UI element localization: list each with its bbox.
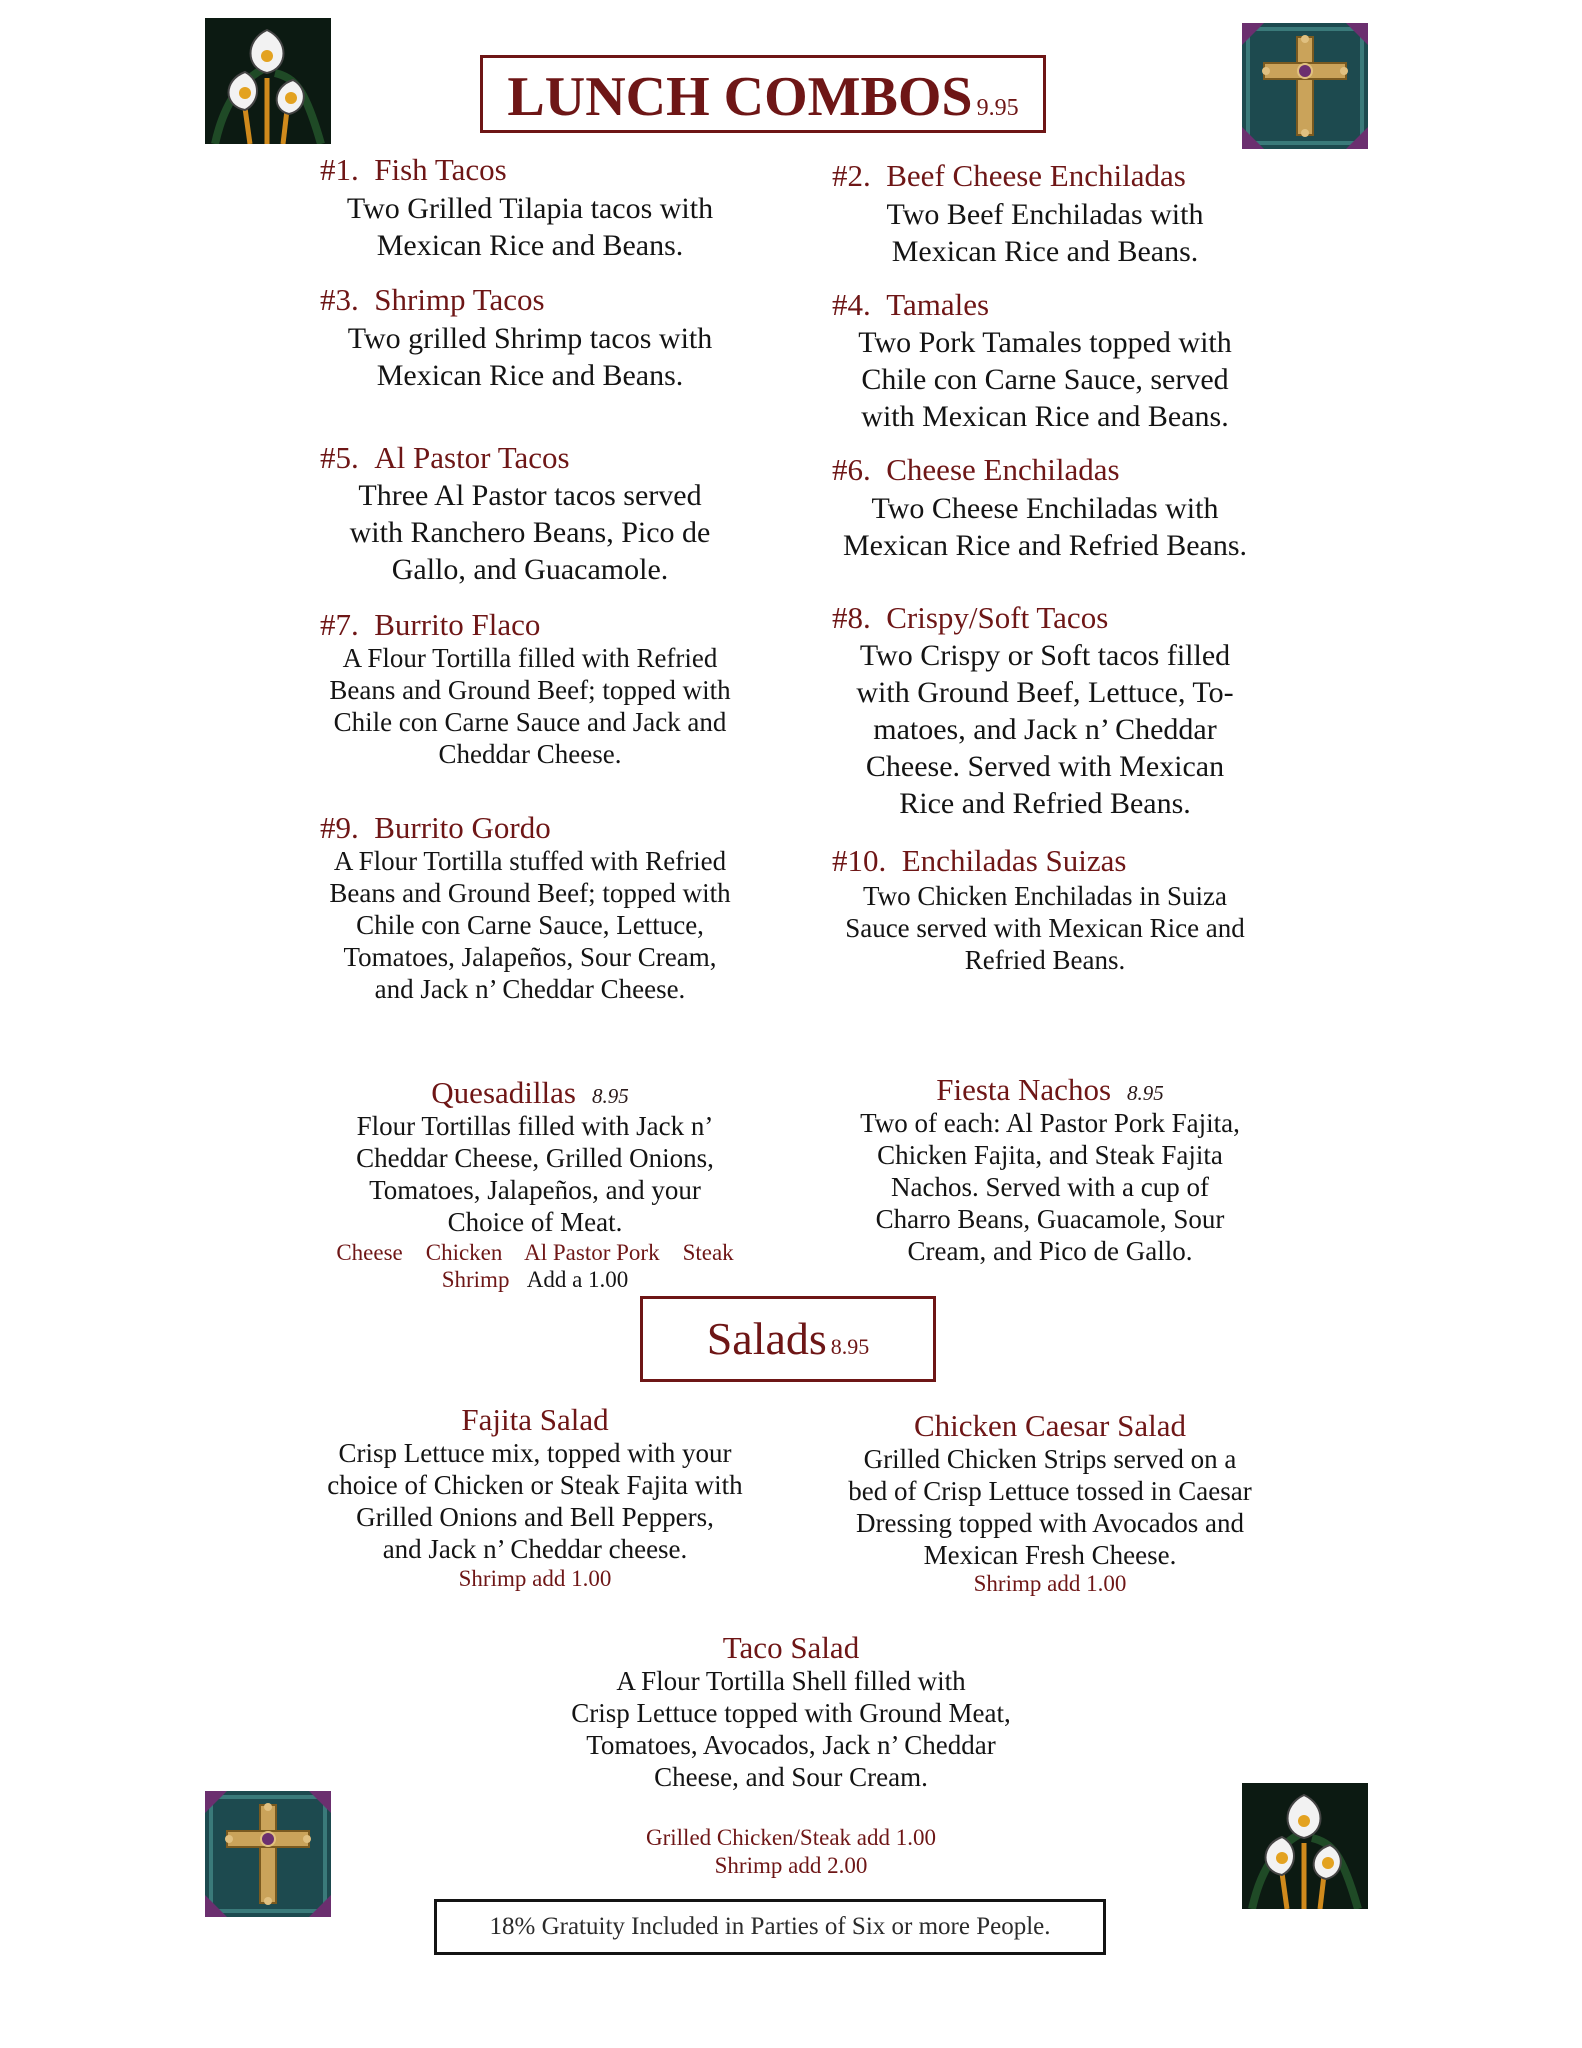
quesadillas-header (330, 1075, 730, 1111)
combo-3-title: #3. Shrimp Tacos (320, 282, 545, 317)
salads-title: Salads (706, 1313, 827, 1364)
caesar-salad-header (820, 1408, 1280, 1444)
nachos-header (830, 1072, 1270, 1108)
quesadillas-shrimp-option (310, 1267, 760, 1293)
combo-2-desc: Two Beef Enchiladas with Mexican Rice and Beans. (886, 198, 1204, 268)
cross-icon (1242, 23, 1368, 149)
lunch-combos-title-box (480, 55, 1046, 133)
shrimp-option: Shrimp (441, 1267, 510, 1292)
calla-lily-tile-bottom-right (1242, 1783, 1368, 1909)
salads-title-box (640, 1296, 936, 1382)
combo-4-desc: Two Pork Tamales topped with Chile con Carne Sauce, served with Mexican Rice and Beans. (858, 326, 1232, 433)
caesar-salad-addon: Shrimp add 1.00 (973, 1571, 1127, 1596)
quesadillas-desc: Flour Tortillas filled with Jack n’ Cheddar Cheese, Grilled Onions, Tomatoes, Jalapeños, and your Choice of Meat. (356, 1111, 714, 1237)
gratuity-note: 18% Gratuity Included in Parties of Six or more People. (434, 1899, 1106, 1955)
taco-salad-addon-shrimp: Shrimp add 2.00 (714, 1853, 868, 1878)
taco-salad-addon-chicken-steak: Grilled Chicken/Steak add 1.00 (646, 1825, 936, 1850)
combo-8-title: #8. Crispy/Soft Tacos (832, 600, 1109, 635)
combo-9-desc: A Flour Tortilla stuffed with Refried Beans and Ground Beef; topped with Chile con Carne Sauce, Lettuce, Tomatoes, Jalapeños, Sour Cream, and Jack n’ Cheddar Cheese. (329, 846, 731, 1004)
caesar-salad-name: Chicken Caesar Salad (913, 1408, 1187, 1443)
quesadillas-meat-options (310, 1240, 760, 1266)
combo-7-desc: A Flour Tortilla filled with Refried Beans and Ground Beef; topped with Chile con Carne Sauce and Jack and Cheddar Cheese. (329, 643, 731, 769)
calla-lily-tile-top-left (205, 18, 331, 144)
combo-3-desc: Two grilled Shrimp tacos with Mexican Rice and Beans. (347, 322, 713, 392)
combo-8-desc: Two Crispy or Soft tacos filled with Ground Beef, Lettuce, To- matoes, and Jack n’ Cheddar Cheese. Served with Mexican Rice and Refried Beans. (856, 639, 1234, 820)
nachos-name: Fiesta Nachos (936, 1072, 1112, 1107)
combo-10-desc: Two Chicken Enchiladas in Suiza Sauce served with Mexican Rice and Refried Beans. (845, 881, 1245, 975)
page-title: LUNCH COMBOS (507, 66, 973, 128)
meat-option-cheese: Cheese (336, 1240, 403, 1265)
combo-7-title: #7. Burrito Flaco (320, 607, 541, 642)
shrimp-add-price: Add a 1.00 (526, 1267, 629, 1292)
combo-6-title: #6. Cheese Enchiladas (832, 452, 1120, 487)
taco-salad-name: Taco Salad (722, 1630, 860, 1665)
combo-6-desc: Two Cheese Enchiladas with Mexican Rice and Refried Beans. (842, 492, 1248, 562)
combo-1-desc: Two Grilled Tilapia tacos with Mexican Rice and Beans. (346, 192, 714, 262)
combo-price: 9.95 (976, 95, 1019, 121)
calla-lily-icon (205, 18, 331, 144)
fajita-salad-desc: Crisp Lettuce mix, topped with your choice of Chicken or Steak Fajita with Grilled Onions and Bell Peppers, and Jack n’ Cheddar cheese. (327, 1438, 743, 1564)
meat-option-al-pastor: Al Pastor Pork (524, 1240, 660, 1265)
cross-icon (205, 1791, 331, 1917)
combo-2-title: #2. Beef Cheese Enchiladas (832, 158, 1186, 193)
combo-1-title: #1. Fish Tacos (320, 152, 507, 187)
quesadillas-name: Quesadillas (431, 1075, 576, 1110)
combo-9-title: #9. Burrito Gordo (320, 810, 551, 845)
combo-5-title: #5. Al Pastor Tacos (320, 440, 570, 475)
nachos-desc: Two of each: Al Pastor Pork Fajita, Chicken Fajita, and Steak Fajita Nachos. Served with a cup of Charro Beans, Guacamole, Sour Cream, and Pico de Gallo. (860, 1108, 1240, 1266)
salads-price: 8.95 (830, 1334, 870, 1359)
caesar-salad-desc: Grilled Chicken Strips served on a bed of Crisp Lettuce tossed in Caesar Dressing topped with Avocados and Mexican Fresh Cheese. (848, 1444, 1252, 1570)
meat-option-chicken: Chicken (425, 1240, 503, 1265)
quesadillas-price: 8.95 (591, 1084, 629, 1108)
meat-option-steak: Steak (682, 1240, 734, 1265)
fajita-salad-name: Fajita Salad (461, 1402, 609, 1437)
nachos-price: 8.95 (1127, 1081, 1164, 1105)
fajita-salad-addon: Shrimp add 1.00 (458, 1566, 612, 1591)
combo-5-desc: Three Al Pastor tacos served with Ranchero Beans, Pico de Gallo, and Guacamole. (349, 479, 711, 586)
fajita-salad-header (310, 1402, 760, 1438)
cross-tile-bottom-left (205, 1791, 331, 1917)
calla-lily-icon (1242, 1783, 1368, 1909)
cross-tile-top-right (1242, 23, 1368, 149)
taco-salad-desc: A Flour Tortilla Shell filled with Crisp Lettuce topped with Ground Meat, Tomatoes, Avocados, Jack n’ Cheddar Cheese, and Sour Cream. (571, 1666, 1011, 1792)
combo-10-title: #10. Enchiladas Suizas (832, 843, 1127, 878)
combo-4-title: #4. Tamales (832, 287, 990, 322)
taco-salad-header (541, 1630, 1041, 1666)
